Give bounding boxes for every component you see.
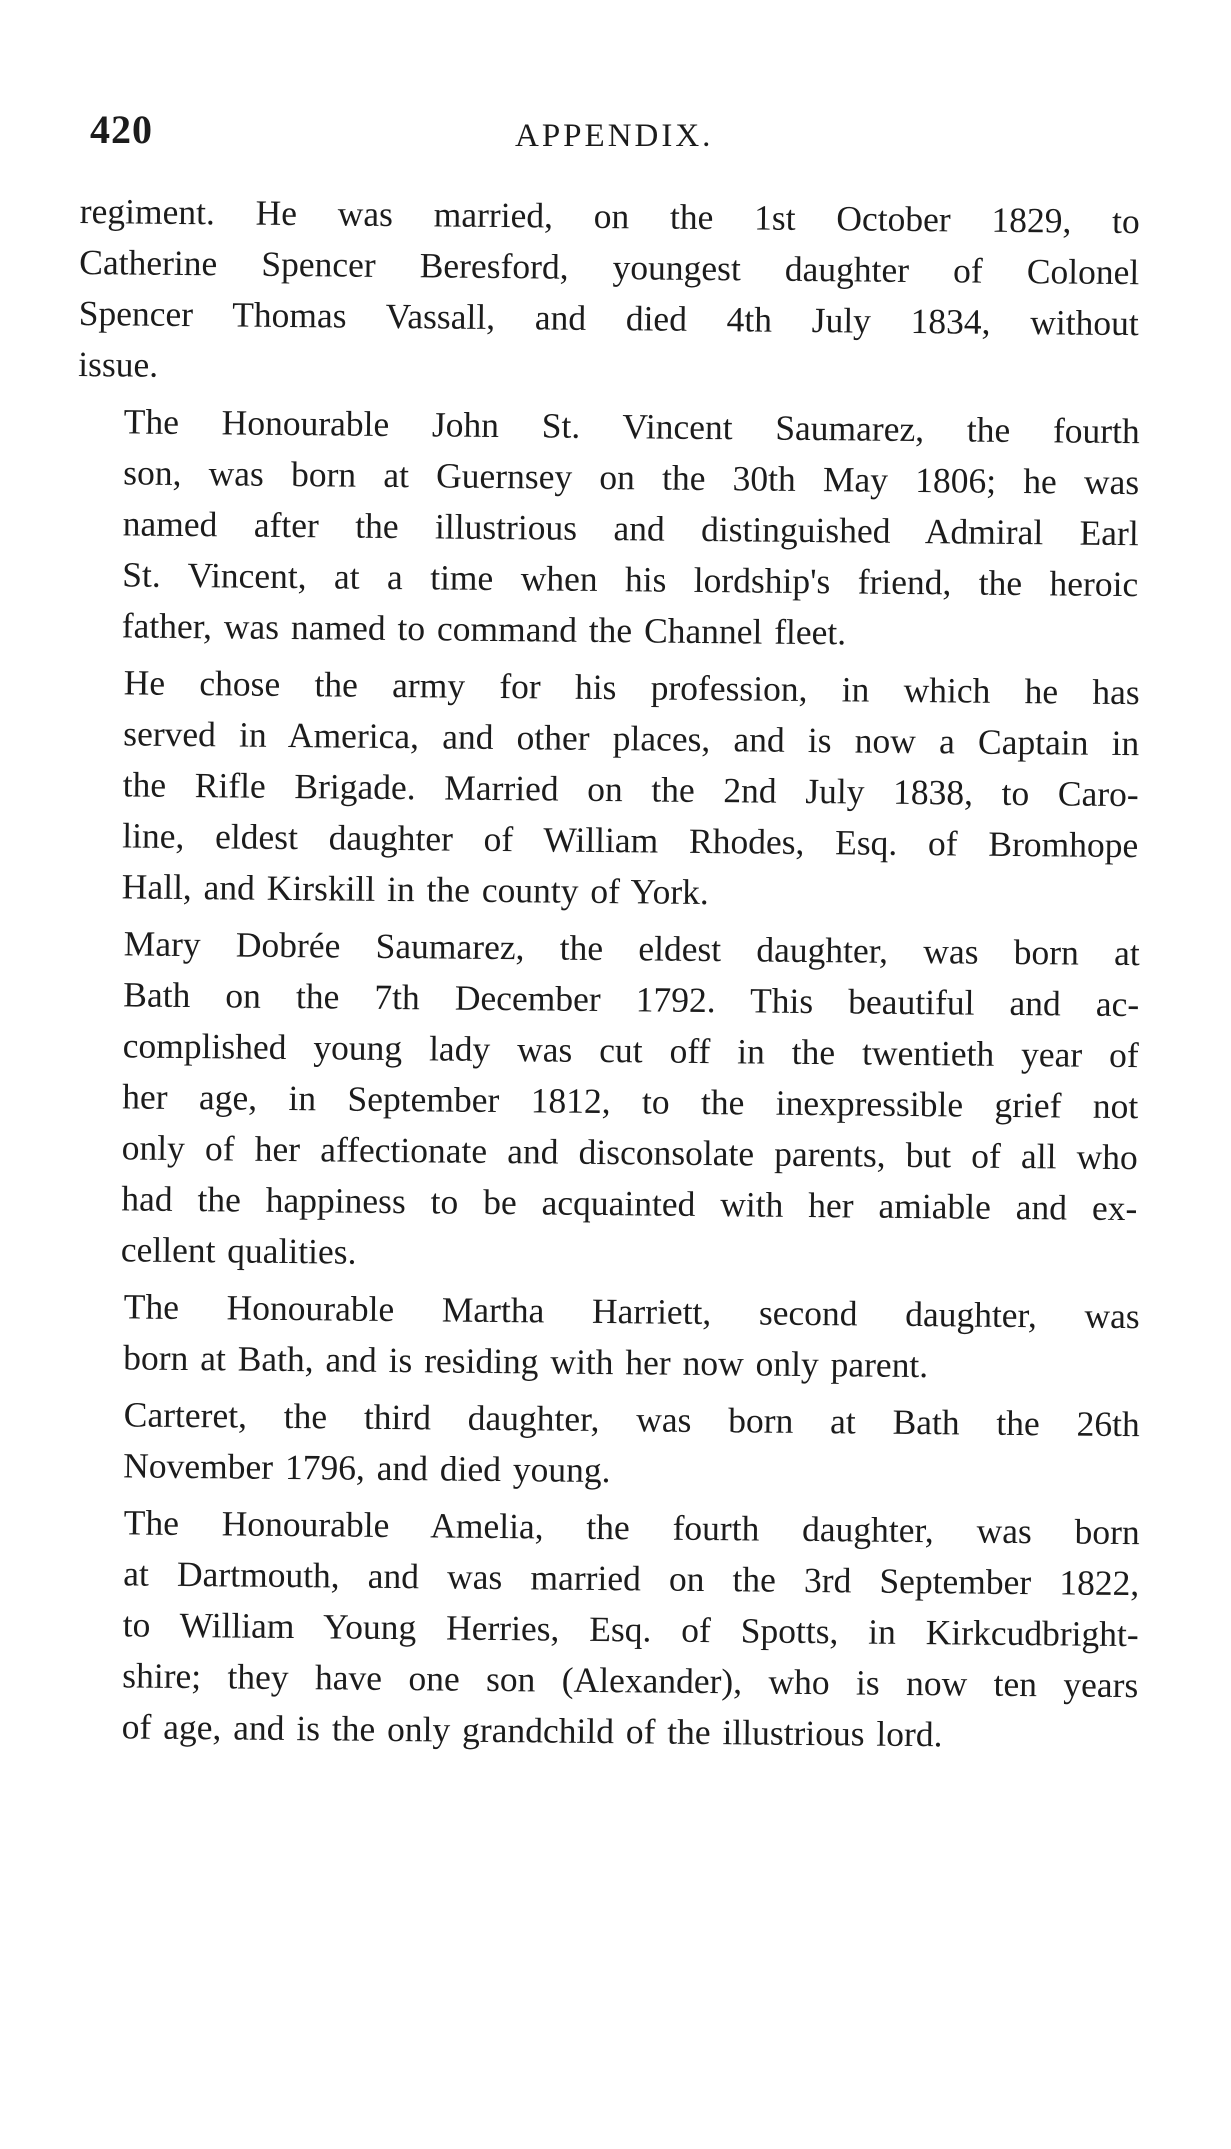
text-line: served in America, and other places, and is now a Captain in bbox=[123, 713, 1140, 764]
text-line: Carteret, the third daughter, was born at Bath the 26th bbox=[123, 1394, 1140, 1445]
text-line: only of her affectionate and disconsolate parents, but of all who bbox=[121, 1127, 1138, 1178]
page-header bbox=[90, 106, 1130, 166]
text-line: of age, and is the only grandchild of the illustrious lord. bbox=[121, 1706, 943, 1755]
paragraph bbox=[78, 396, 1140, 661]
text-line: The Honourable Martha Harriett, second daughter, was bbox=[123, 1286, 1140, 1337]
text-line: at Dartmouth, and was married on the 3rd September 1822, bbox=[123, 1553, 1140, 1604]
text-line: son, was born at Guernsey on the 30th May 1806; he was bbox=[123, 452, 1140, 503]
text-line: St. Vincent, at a time when his lordship's friend, the heroic bbox=[122, 554, 1139, 605]
text-line: had the happiness to be acquainted with her amiable and ex- bbox=[121, 1178, 1138, 1229]
text-line: November 1796, and died young. bbox=[123, 1445, 611, 1491]
text-line: her age, in September 1812, to the inexpressible grief not bbox=[122, 1076, 1139, 1127]
text-line: cellent qualities. bbox=[120, 1229, 357, 1272]
text-line: The Honourable Amelia, the fourth daughter, was born bbox=[123, 1502, 1140, 1553]
running-head: APPENDIX. bbox=[515, 118, 714, 154]
text-line: Catherine Spencer Beresford, youngest daughter of Colonel bbox=[79, 241, 1140, 293]
text-line: Mary Dobrée Saumarez, the eldest daughter, was born at bbox=[123, 923, 1140, 974]
text-line: to William Young Herries, Esq. of Spotts, in Kirkcudbright- bbox=[122, 1604, 1139, 1655]
text-line: the Rifle Brigade. Married on the 2nd July 1838, to Caro- bbox=[122, 764, 1139, 815]
paragraph bbox=[78, 657, 1140, 922]
text-line: Bath on the 7th December 1792. This beautiful and ac- bbox=[123, 974, 1140, 1025]
text-line: Spencer Thomas Vassall, and died 4th July 1834, without bbox=[78, 292, 1139, 344]
text-line: complished young lady was cut off in the twentieth year of bbox=[122, 1025, 1139, 1076]
paragraph bbox=[78, 1497, 1140, 1762]
text-line: shire; they have one son (Alexander), who is now ten years bbox=[122, 1655, 1139, 1706]
paragraph bbox=[77, 918, 1140, 1285]
text-line: regiment. He was married, on the 1st October 1829, to bbox=[79, 190, 1140, 242]
text-line: named after the illustrious and distinguished Admiral Earl bbox=[122, 503, 1139, 554]
paragraph bbox=[78, 186, 1140, 400]
text-line: The Honourable John St. Vincent Saumarez, the fourth bbox=[123, 401, 1140, 452]
page-number: 420 bbox=[90, 107, 153, 152]
text-line: line, eldest daughter of William Rhodes, Esq. of Bromhope bbox=[122, 815, 1139, 866]
text-line: He chose the army for his profession, in which he has bbox=[123, 662, 1140, 713]
text-line: Hall, and Kirskill in the county of York. bbox=[121, 866, 709, 913]
paragraph bbox=[79, 1389, 1140, 1501]
text-line: born at Bath, and is residing with her now only parent. bbox=[123, 1337, 929, 1386]
text-line: issue. bbox=[78, 343, 159, 385]
text-line: father, was named to command the Channel fleet. bbox=[121, 605, 847, 653]
body-text bbox=[80, 186, 1140, 1758]
paragraph bbox=[79, 1281, 1140, 1393]
